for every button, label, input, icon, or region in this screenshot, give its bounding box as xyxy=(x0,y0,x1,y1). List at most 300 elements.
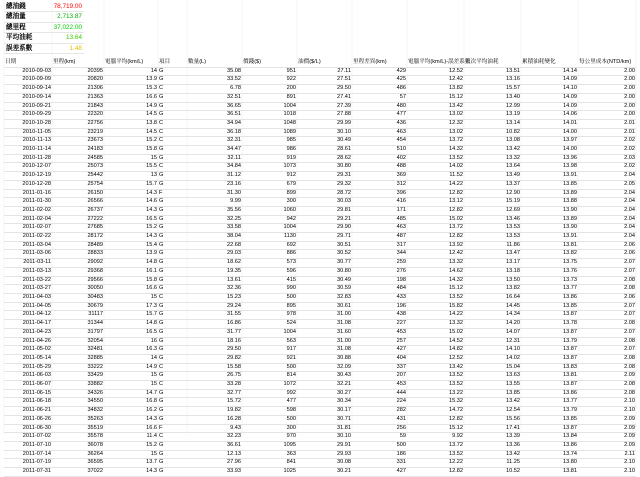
table-cell: 32.21 xyxy=(297,381,352,390)
table-row xyxy=(4,415,636,424)
table-cell: 14.5 xyxy=(104,128,158,137)
table-cell: 317 xyxy=(352,241,407,250)
table-cell: 429 xyxy=(352,67,407,76)
table-cell: 2.08 xyxy=(578,381,636,390)
table-cell: 16.2 xyxy=(104,407,158,416)
table-cell: 15.5 xyxy=(104,163,158,172)
table-cell: 369 xyxy=(352,172,407,181)
table-cell: 13.17 xyxy=(464,259,521,268)
table-cell: 13.80 xyxy=(521,459,578,468)
table-row xyxy=(4,293,636,302)
table-cell: 480 xyxy=(352,102,407,111)
table-cell: 34832 xyxy=(52,407,104,416)
table-cell: 2011-06-03 xyxy=(4,372,52,381)
summary-value: 37,022.00 xyxy=(36,22,84,32)
table-cell: 563 xyxy=(242,337,297,346)
table-cell: 2010-11-14 xyxy=(4,146,52,155)
table-cell: 2010-09-14 xyxy=(4,85,52,94)
table-cell: 13.61 xyxy=(187,276,242,285)
table-cell: 16.5 xyxy=(104,328,158,337)
table-cell: 16.86 xyxy=(187,320,242,329)
table-cell: 13.89 xyxy=(521,189,578,198)
table-cell: 1004 xyxy=(242,102,297,111)
table-cell: 29.24 xyxy=(187,302,242,311)
table-cell: 2.04 xyxy=(578,224,636,233)
table-cell: 19.35 xyxy=(187,267,242,276)
table-cell: 2011-02-02 xyxy=(4,206,52,215)
table-cell: 14.09 xyxy=(521,102,578,111)
table-cell: 30.71 xyxy=(297,415,352,424)
table-cell: 32885 xyxy=(52,354,104,363)
table-cell: 454 xyxy=(352,137,407,146)
table-cell: 919 xyxy=(242,154,297,163)
table-cell: G xyxy=(158,215,187,224)
table-cell: 28.72 xyxy=(297,189,352,198)
table-cell: 20395 xyxy=(52,67,104,76)
table-cell: 396 xyxy=(352,189,407,198)
table-cell: 921 xyxy=(242,354,297,363)
table-cell: 33429 xyxy=(52,372,104,381)
table-cell: 2.11 xyxy=(578,450,636,459)
table-cell: 31344 xyxy=(52,320,104,329)
column-header: 五次平均油耗 xyxy=(464,59,521,67)
table-cell: 38.04 xyxy=(187,233,242,242)
table-cell: 2010-09-21 xyxy=(4,102,52,111)
table-cell: 2.09 xyxy=(578,433,636,442)
column-header: 價錢($) xyxy=(242,59,297,67)
table-row xyxy=(4,354,636,363)
table-cell: 13.81 xyxy=(521,241,578,250)
summary-row xyxy=(4,33,84,43)
table-row xyxy=(4,224,636,233)
table-cell: 917 xyxy=(242,346,297,355)
table-cell: 1130 xyxy=(242,233,297,242)
table-cell: 444 xyxy=(352,389,407,398)
table-cell: 29566 xyxy=(52,276,104,285)
table-cell: 453 xyxy=(352,381,407,390)
table-cell: 33222 xyxy=(52,363,104,372)
table-cell: G xyxy=(158,180,187,189)
table-cell: 14.8 xyxy=(104,259,158,268)
table-cell: 32.31 xyxy=(187,137,242,146)
table-cell: 2.04 xyxy=(578,172,636,181)
table-cell: 29.71 xyxy=(297,233,352,242)
table-cell: 2.02 xyxy=(578,137,636,146)
table-cell: 16.1 xyxy=(104,267,158,276)
table-cell: 26566 xyxy=(52,198,104,207)
table-cell: 2.04 xyxy=(578,206,636,215)
table-cell: G xyxy=(158,259,187,268)
table-cell: 2.04 xyxy=(578,233,636,242)
table-cell: G xyxy=(158,76,187,85)
table-cell: 15.2 xyxy=(104,224,158,233)
table-cell: 27.41 xyxy=(297,93,352,102)
table-cell: 2011-04-03 xyxy=(4,293,52,302)
table-cell: 11.52 xyxy=(407,172,464,181)
table-cell: 28489 xyxy=(52,241,104,250)
table-cell: 2.00 xyxy=(578,102,636,111)
table-cell: 2010-12-19 xyxy=(4,172,52,181)
table-cell: 2011-01-16 xyxy=(4,189,52,198)
summary-row xyxy=(4,22,84,32)
table-cell: C xyxy=(158,363,187,372)
table-cell: 29.90 xyxy=(297,224,352,233)
table-cell: 15.8 xyxy=(104,146,158,155)
table-cell: 22756 xyxy=(52,119,104,128)
table-cell: 1018 xyxy=(242,111,297,120)
table-cell: 2.00 xyxy=(578,85,636,94)
table-cell: 13.08 xyxy=(464,137,521,146)
table-cell: G xyxy=(158,415,187,424)
table-cell: 2010-12-28 xyxy=(4,180,52,189)
table-cell: 477 xyxy=(352,111,407,120)
column-header: 里程(km) xyxy=(52,59,104,67)
table-cell: 12.54 xyxy=(464,407,521,416)
summary-row xyxy=(4,12,84,22)
table-cell: 29.50 xyxy=(187,346,242,355)
table-cell: 300 xyxy=(242,424,297,433)
table-cell: 21843 xyxy=(52,102,104,111)
table-cell: 2.08 xyxy=(578,389,636,398)
table-cell: 2011-07-19 xyxy=(4,459,52,468)
table-cell: 14.52 xyxy=(407,337,464,346)
table-cell: 13.85 xyxy=(521,415,578,424)
table-cell: 990 xyxy=(242,285,297,294)
table-cell: 26.75 xyxy=(187,372,242,381)
table-cell: 2010-09-14 xyxy=(4,93,52,102)
column-header: 電腦平均(km/L) xyxy=(104,59,158,67)
table-cell: 12.82 xyxy=(407,415,464,424)
table-cell: 21306 xyxy=(52,85,104,94)
table-cell: 36264 xyxy=(52,450,104,459)
table-cell: 18.16 xyxy=(187,337,242,346)
table-cell: 36.65 xyxy=(187,102,242,111)
table-cell: 1048 xyxy=(242,119,297,128)
table-cell: C xyxy=(158,163,187,172)
table-cell: 30.80 xyxy=(297,163,352,172)
column-header: 里程差異(km) xyxy=(352,59,407,67)
table-cell: 31.77 xyxy=(187,328,242,337)
table-cell: 679 xyxy=(242,180,297,189)
table-cell: 970 xyxy=(242,433,297,442)
table-cell: 2.09 xyxy=(578,415,636,424)
table-cell: 35263 xyxy=(52,415,104,424)
table-cell: 2010-09-29 xyxy=(4,111,52,120)
table-cell: 15.2 xyxy=(104,137,158,146)
table-cell: 26150 xyxy=(52,189,104,198)
table-cell: 13.49 xyxy=(464,172,521,181)
table-cell: 942 xyxy=(242,215,297,224)
table-cell: 21363 xyxy=(52,93,104,102)
table-cell: 2.05 xyxy=(578,180,636,189)
table-cell: 2011-03-11 xyxy=(4,259,52,268)
table-cell: G xyxy=(158,285,187,294)
table-cell: 986 xyxy=(242,146,297,155)
table-cell: G xyxy=(158,154,187,163)
table-row xyxy=(4,320,636,329)
table-cell: 11.25 xyxy=(464,459,521,468)
table-cell: 13.37 xyxy=(464,180,521,189)
table-cell: 895 xyxy=(242,302,297,311)
table-cell: 196 xyxy=(352,302,407,311)
table-cell: 488 xyxy=(352,163,407,172)
table-cell: 1072 xyxy=(242,381,297,390)
table-cell: C xyxy=(158,137,187,146)
table-cell: 13.42 xyxy=(464,398,521,407)
table-cell: 13.16 xyxy=(464,76,521,85)
table-cell: 2011-03-22 xyxy=(4,276,52,285)
table-row xyxy=(4,163,636,172)
table-cell: G xyxy=(158,93,187,102)
table-cell: 29.82 xyxy=(187,354,242,363)
table-cell: 13.86 xyxy=(521,389,578,398)
table-cell: G xyxy=(158,346,187,355)
table-cell: 19.82 xyxy=(187,407,242,416)
table-cell: 2011-03-06 xyxy=(4,250,52,259)
table-cell: 30.17 xyxy=(297,407,352,416)
table-cell: 29.32 xyxy=(297,180,352,189)
table-cell: 9.92 xyxy=(407,433,464,442)
table-cell: 431 xyxy=(352,415,407,424)
table-cell: 15.4 xyxy=(104,241,158,250)
table-cell: 2011-05-29 xyxy=(4,363,52,372)
table-cell: 13.87 xyxy=(521,346,578,355)
table-cell: 257 xyxy=(352,337,407,346)
table-cell: 13.98 xyxy=(521,163,578,172)
table-cell: G xyxy=(158,389,187,398)
table-cell: 331 xyxy=(352,459,407,468)
table-cell: 31.08 xyxy=(297,346,352,355)
table-row xyxy=(4,233,636,242)
table-cell: 29368 xyxy=(52,267,104,276)
table-cell: 344 xyxy=(352,250,407,259)
table-cell: 438 xyxy=(352,311,407,320)
table-cell: G xyxy=(158,372,187,381)
table-row xyxy=(4,102,636,111)
table-row xyxy=(4,302,636,311)
table-cell: 31797 xyxy=(52,328,104,337)
table-cell: 2.00 xyxy=(578,67,636,76)
table-cell: 227 xyxy=(352,320,407,329)
table-cell: 15.57 xyxy=(464,85,521,94)
summary-block xyxy=(4,2,84,54)
table-cell: G xyxy=(158,198,187,207)
table-cell: 312 xyxy=(352,180,407,189)
table-cell: 30.52 xyxy=(297,250,352,259)
table-cell: 12.32 xyxy=(407,119,464,128)
table-cell: 13.12 xyxy=(407,198,464,207)
table-row xyxy=(4,398,636,407)
table-cell: 28.61 xyxy=(297,146,352,155)
table-cell: 13.22 xyxy=(407,389,464,398)
table-cell: 23.16 xyxy=(187,180,242,189)
table-cell: 30483 xyxy=(52,293,104,302)
table-row xyxy=(4,372,636,381)
table-cell: 25754 xyxy=(52,180,104,189)
table-cell: 13.73 xyxy=(521,276,578,285)
table-cell: 32.83 xyxy=(297,293,352,302)
table-cell: 2011-01-30 xyxy=(4,198,52,207)
table-cell: 13.88 xyxy=(521,198,578,207)
table-cell: 32.11 xyxy=(187,154,242,163)
table-row xyxy=(4,468,636,477)
table-cell: 15.82 xyxy=(407,302,464,311)
table-cell: 13.40 xyxy=(464,93,521,102)
table-cell: G xyxy=(158,407,187,416)
table-cell: 13.96 xyxy=(521,154,578,163)
table-cell: 35.08 xyxy=(187,67,242,76)
table-cell: 36595 xyxy=(52,459,104,468)
table-cell: 2.07 xyxy=(578,311,636,320)
table-cell: 32.09 xyxy=(297,363,352,372)
table-cell: 13.50 xyxy=(464,276,521,285)
table-cell: 13.90 xyxy=(521,224,578,233)
table-cell: 13.85 xyxy=(521,180,578,189)
table-cell: 57 xyxy=(352,93,407,102)
table-cell: 598 xyxy=(242,407,297,416)
table-cell: 2011-06-18 xyxy=(4,398,52,407)
table-cell: 15 xyxy=(104,372,158,381)
table-cell: 2011-03-04 xyxy=(4,241,52,250)
table-cell: 27222 xyxy=(52,215,104,224)
table-cell: 487 xyxy=(352,233,407,242)
table-cell: 12.90 xyxy=(464,189,521,198)
summary-value: 1.48 xyxy=(36,43,84,53)
table-cell: 15.3 xyxy=(104,85,158,94)
table-cell: 2011-02-22 xyxy=(4,233,52,242)
table-cell: 416 xyxy=(352,198,407,207)
table-cell: 34550 xyxy=(52,398,104,407)
table-cell: 300 xyxy=(242,198,297,207)
table-cell: 15.7 xyxy=(104,311,158,320)
table-row xyxy=(4,93,636,102)
table-cell: 13.83 xyxy=(521,363,578,372)
table-row xyxy=(4,337,636,346)
table-cell: 13.52 xyxy=(407,450,464,459)
table-row xyxy=(4,311,636,320)
table-cell: 13.89 xyxy=(521,215,578,224)
table-cell: 14.9 xyxy=(104,102,158,111)
table-cell: 11.4 xyxy=(104,433,158,442)
table-cell: 24585 xyxy=(52,154,104,163)
table-cell: 463 xyxy=(352,224,407,233)
table-cell: 500 xyxy=(242,363,297,372)
table-cell: 276 xyxy=(352,267,407,276)
table-cell: 36.18 xyxy=(187,128,242,137)
table-cell: 15.19 xyxy=(464,198,521,207)
table-cell: 922 xyxy=(242,76,297,85)
table-cell: 13.90 xyxy=(521,206,578,215)
table-cell: G xyxy=(158,146,187,155)
table-cell: 30.80 xyxy=(297,267,352,276)
table-cell: 13.9 xyxy=(104,76,158,85)
table-cell: 32.36 xyxy=(187,285,242,294)
table-cell: 2.03 xyxy=(578,154,636,163)
summary-value: 2,713.87 xyxy=(36,12,84,22)
table-row xyxy=(4,424,636,433)
table-cell: 1089 xyxy=(242,128,297,137)
table-cell: C xyxy=(158,433,187,442)
table-row xyxy=(4,146,636,155)
table-cell: 12.82 xyxy=(407,206,464,215)
table-cell: 34.84 xyxy=(187,163,242,172)
table-cell: 13.42 xyxy=(464,450,521,459)
table-cell: 1095 xyxy=(242,441,297,450)
table-row xyxy=(4,180,636,189)
table-cell: 15 xyxy=(104,450,158,459)
table-cell: 1004 xyxy=(242,328,297,337)
table-cell: 14.09 xyxy=(521,76,578,85)
table-cell: 22320 xyxy=(52,111,104,120)
table-cell: 13.52 xyxy=(407,381,464,390)
summary-row xyxy=(4,2,84,12)
table-cell: 12.42 xyxy=(407,76,464,85)
table-cell: 13.42 xyxy=(407,363,464,372)
table-cell: 500 xyxy=(242,415,297,424)
table-cell: 13.82 xyxy=(464,285,521,294)
table-cell: 30679 xyxy=(52,302,104,311)
table-cell: 13.81 xyxy=(521,468,578,477)
table-cell: G xyxy=(158,450,187,459)
table-cell: 16.5 xyxy=(104,215,158,224)
summary-value: 78,719.00 xyxy=(36,2,84,12)
table-cell: 30.49 xyxy=(297,137,352,146)
table-cell: 198 xyxy=(352,276,407,285)
table-cell: 13.79 xyxy=(521,407,578,416)
table-cell: 14.8 xyxy=(104,320,158,329)
table-cell: 1004 xyxy=(242,224,297,233)
table-cell: 15 xyxy=(104,293,158,302)
table-cell: C xyxy=(158,85,187,94)
table-cell: 36.61 xyxy=(187,441,242,450)
table-cell: 10.52 xyxy=(464,468,521,477)
table-cell: 13.42 xyxy=(464,146,521,155)
table-cell: 2.04 xyxy=(578,198,636,207)
table-cell: 14.3 xyxy=(104,233,158,242)
table-cell: 27.51 xyxy=(297,76,352,85)
table-cell: 32.77 xyxy=(187,389,242,398)
table-cell: 31117 xyxy=(52,311,104,320)
table-cell: 2010-12-07 xyxy=(4,163,52,172)
table-cell: 2011-07-02 xyxy=(4,433,52,442)
table-cell: 2011-03-27 xyxy=(4,285,52,294)
table-cell: 12.13 xyxy=(187,450,242,459)
table-cell: 2.01 xyxy=(578,119,636,128)
table-cell: 425 xyxy=(352,76,407,85)
table-cell: 24183 xyxy=(52,146,104,155)
table-cell: 28.62 xyxy=(297,154,352,163)
table-cell: C xyxy=(158,128,187,137)
table-cell: C xyxy=(158,293,187,302)
table-cell: 30.21 xyxy=(297,468,352,477)
table-cell: 2.00 xyxy=(578,76,636,85)
table-cell: 899 xyxy=(242,189,297,198)
table-cell: 17.3 xyxy=(104,302,158,311)
table-cell: 23673 xyxy=(52,137,104,146)
table-cell: 2.07 xyxy=(578,328,636,337)
table-cell: 14.01 xyxy=(521,119,578,128)
table-cell: 12.52 xyxy=(407,354,464,363)
table-cell: 427 xyxy=(352,468,407,477)
table-cell: 29.81 xyxy=(297,206,352,215)
table-cell: 15.7 xyxy=(104,180,158,189)
table-cell: 2010-09-09 xyxy=(4,76,52,85)
table-row xyxy=(4,250,636,259)
table-cell: 337 xyxy=(352,363,407,372)
fuel-log-table xyxy=(4,59,636,477)
table-cell: G xyxy=(158,354,187,363)
table-cell: 2.10 xyxy=(578,459,636,468)
